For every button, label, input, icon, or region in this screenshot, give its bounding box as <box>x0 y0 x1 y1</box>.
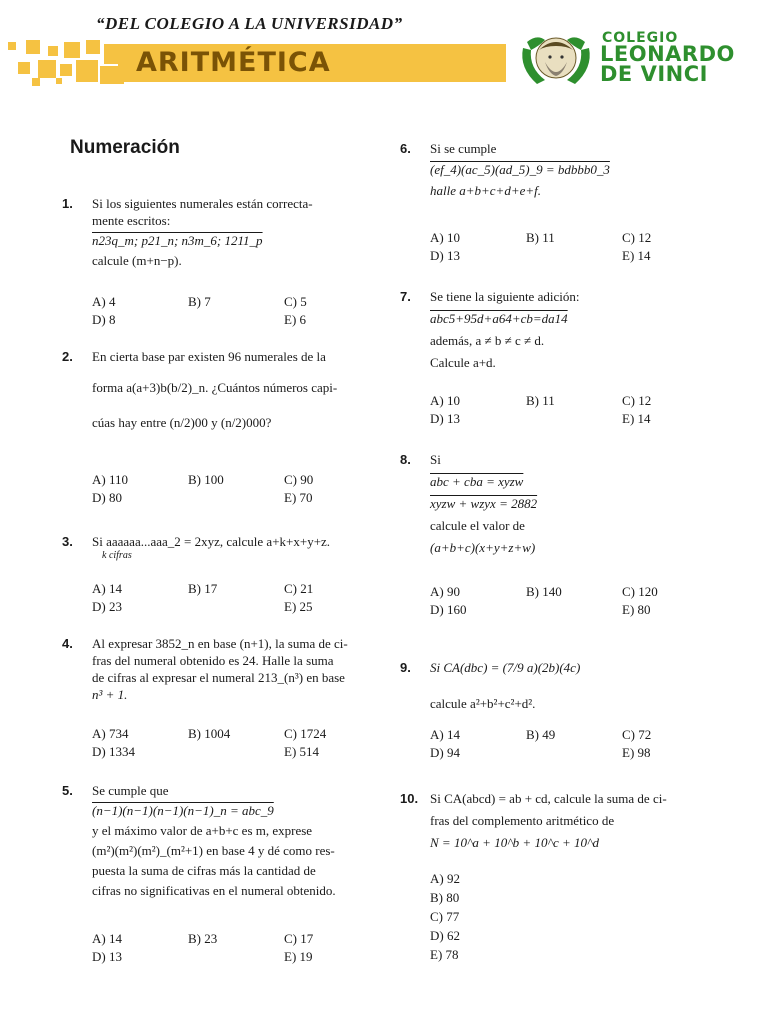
option[interactable]: A) 4 <box>92 294 116 309</box>
question-formula: (ef_4)(ac_5)(ad_5)_9 = bdbbb0_3 <box>430 162 610 177</box>
question-formula: Si CA(dbc) = (7/9 a)(2b)(4c) <box>430 660 581 675</box>
question-text: Si se cumple <box>430 141 497 156</box>
option[interactable]: D) 8 <box>92 312 116 327</box>
option[interactable]: C) 120 <box>622 584 658 599</box>
option[interactable]: D) 160 <box>430 602 467 617</box>
options-q9 <box>430 726 718 761</box>
question-text: mente escritos: <box>92 213 171 228</box>
option[interactable]: A) 10 <box>430 230 460 245</box>
option[interactable]: B) 80 <box>430 890 460 905</box>
option-empty <box>188 489 284 506</box>
option[interactable]: E) 19 <box>284 949 313 964</box>
option-empty <box>188 743 284 760</box>
option[interactable]: E) 514 <box>284 744 320 759</box>
option[interactable]: A) 734 <box>92 726 129 741</box>
banner-pixels <box>8 40 123 86</box>
option[interactable]: C) 5 <box>284 294 307 309</box>
option[interactable]: B) 7 <box>188 294 211 309</box>
option[interactable]: A) 10 <box>430 393 460 408</box>
option[interactable]: E) 78 <box>430 947 459 962</box>
option-empty <box>526 744 622 761</box>
option[interactable]: D) 1334 <box>92 744 135 759</box>
options-q1 <box>92 293 380 328</box>
option[interactable]: B) 140 <box>526 584 562 599</box>
question-text: fras del complemento aritmético de <box>430 813 615 828</box>
options-q8 <box>430 583 718 618</box>
option[interactable]: E) 14 <box>622 411 651 426</box>
school-name-2: DE VINCI <box>600 62 708 86</box>
question-5 <box>62 781 390 901</box>
option[interactable]: C) 77 <box>430 909 460 924</box>
question-text: puesta la suma de cifras más la cantidad de <box>92 863 316 878</box>
school-label: COLEGIO <box>602 30 679 46</box>
question-1 <box>62 195 402 269</box>
question-text: cifras no significativas en el numeral obtenido. <box>92 883 336 898</box>
question-number: 9. <box>400 660 411 675</box>
question-text: Se cumple que <box>92 783 169 798</box>
option[interactable]: C) 21 <box>284 581 314 596</box>
option-empty <box>188 948 284 965</box>
option[interactable]: B) 17 <box>188 581 218 596</box>
option[interactable]: E) 14 <box>622 248 651 263</box>
option[interactable]: A) 92 <box>430 871 460 886</box>
course-title: ARITMÉTICA <box>136 47 331 78</box>
question-number: 8. <box>400 452 411 467</box>
option[interactable]: C) 12 <box>622 393 652 408</box>
options-q10 <box>430 869 460 964</box>
question-formula: (n−1)(n−1)(n−1)(n−1)_n = abc_9 <box>92 803 274 818</box>
option[interactable]: A) 110 <box>92 472 128 487</box>
question-number: 2. <box>62 349 73 364</box>
question-text: Si los siguientes numerales están correcta- <box>92 196 313 211</box>
option[interactable]: D) 13 <box>430 411 460 426</box>
option[interactable]: E) 80 <box>622 602 651 617</box>
question-number: 1. <box>62 196 73 211</box>
question-text: Al expresar 3852_n en base (n+1), la suma de ci- <box>92 636 348 651</box>
question-formula: n23q_m; p21_n; n3m_6; 1211_p <box>92 233 263 248</box>
option[interactable]: C) 17 <box>284 931 314 946</box>
question-text: En cierta base par existen 96 numerales de la <box>92 349 326 364</box>
option-empty <box>526 410 622 427</box>
option[interactable]: C) 1724 <box>284 726 327 741</box>
option-empty <box>188 311 284 328</box>
question-8 <box>400 449 730 559</box>
question-text: de cifras al expresar el numeral 213_(n³) en base <box>92 670 345 685</box>
question-number: 4. <box>62 636 73 651</box>
option[interactable]: D) 80 <box>92 490 122 505</box>
option-empty <box>526 601 622 618</box>
question-4 <box>62 635 390 703</box>
option[interactable]: C) 90 <box>284 472 314 487</box>
option[interactable]: D) 13 <box>92 949 122 964</box>
question-formula: abc + cba = xyzw <box>430 474 524 489</box>
question-text: calcule (m+n−p). <box>92 253 182 268</box>
question-text: Se tiene la siguiente adición: <box>430 289 580 304</box>
option[interactable]: E) 25 <box>284 599 313 614</box>
question-text: Calcule a+d. <box>430 355 496 370</box>
option[interactable]: E) 70 <box>284 490 313 505</box>
option[interactable]: C) 72 <box>622 727 652 742</box>
section-title: Numeración <box>70 137 180 158</box>
question-text: Si <box>430 452 441 467</box>
options-q5 <box>92 930 380 965</box>
school-name: LEONARDO <box>600 42 735 66</box>
option[interactable]: B) 100 <box>188 472 224 487</box>
options-q4 <box>92 725 380 760</box>
question-number: 3. <box>62 534 73 549</box>
option[interactable]: E) 98 <box>622 745 651 760</box>
question-text: n³ + 1. <box>92 687 128 702</box>
question-text: calcule el valor de <box>430 518 525 533</box>
options-q6 <box>430 229 718 264</box>
option[interactable]: B) 11 <box>526 393 555 408</box>
question-text: halle a+b+c+d+e+f. <box>430 183 542 198</box>
question-text: Si CA(abcd) = ab + cd, calcule la suma de ci- <box>430 791 667 806</box>
question-3 <box>62 533 392 561</box>
option-empty <box>188 598 284 615</box>
option[interactable]: C) 12 <box>622 230 652 245</box>
option[interactable]: D) 62 <box>430 928 460 943</box>
question-6 <box>400 138 730 201</box>
course-banner <box>118 44 506 82</box>
option[interactable]: D) 13 <box>430 248 460 263</box>
question-10 <box>400 788 730 854</box>
option[interactable]: B) 49 <box>526 727 556 742</box>
question-number: 6. <box>400 141 411 156</box>
school-emblem-icon <box>517 28 595 90</box>
question-formula: N = 10^a + 10^b + 10^c + 10^d <box>430 835 599 850</box>
question-9 <box>400 650 730 722</box>
option[interactable]: A) 14 <box>92 931 122 946</box>
option[interactable]: D) 94 <box>430 745 460 760</box>
option[interactable]: D) 23 <box>92 599 122 614</box>
question-text: y el máximo valor de a+b+c es m, exprese <box>92 823 313 838</box>
option[interactable]: A) 90 <box>430 584 460 599</box>
question-text: además, a ≠ b ≠ c ≠ d. <box>430 333 545 348</box>
option[interactable]: B) 1004 <box>188 726 231 741</box>
question-number: 7. <box>400 289 411 304</box>
question-note: k cifras <box>102 550 132 561</box>
question-text: Si aaaaaa...aaa_2 = 2xyz, calcule a+k+x+y+z. <box>92 534 331 549</box>
question-text: calcule a²+b²+c²+d². <box>430 696 536 711</box>
question-number: 10. <box>400 791 419 806</box>
option[interactable]: A) 14 <box>430 727 460 742</box>
question-formula: xyzw + wzyx = 2882 <box>430 496 538 511</box>
option-empty <box>526 247 622 264</box>
question-formula: (a+b+c)(x+y+z+w) <box>430 540 536 555</box>
question-formula: abc5+95d+a64+cb=da14 <box>430 311 568 326</box>
question-7 <box>400 286 730 374</box>
question-2 <box>62 348 388 431</box>
question-number: 5. <box>62 783 73 798</box>
option[interactable]: E) 6 <box>284 312 307 327</box>
option[interactable]: B) 23 <box>188 931 218 946</box>
option[interactable]: B) 11 <box>526 230 555 245</box>
question-text: cúas hay entre (n/2)00 y (n/2)000? <box>92 415 272 430</box>
options-q7 <box>430 392 718 427</box>
question-text: (m²)(m²)(m²)_(m²+1) en base 4 y dé como res- <box>92 843 335 858</box>
option[interactable]: A) 14 <box>92 581 122 596</box>
slogan: “DEL COLEGIO A LA UNIVERSIDAD” <box>96 14 403 33</box>
options-q3 <box>92 580 380 615</box>
question-text: forma a(a+3)b(b/2)_n. ¿Cuántos números capi- <box>92 380 338 395</box>
options-q2 <box>92 471 380 506</box>
question-text: fras del numeral obtenido es 24. Halle la suma <box>92 653 334 668</box>
